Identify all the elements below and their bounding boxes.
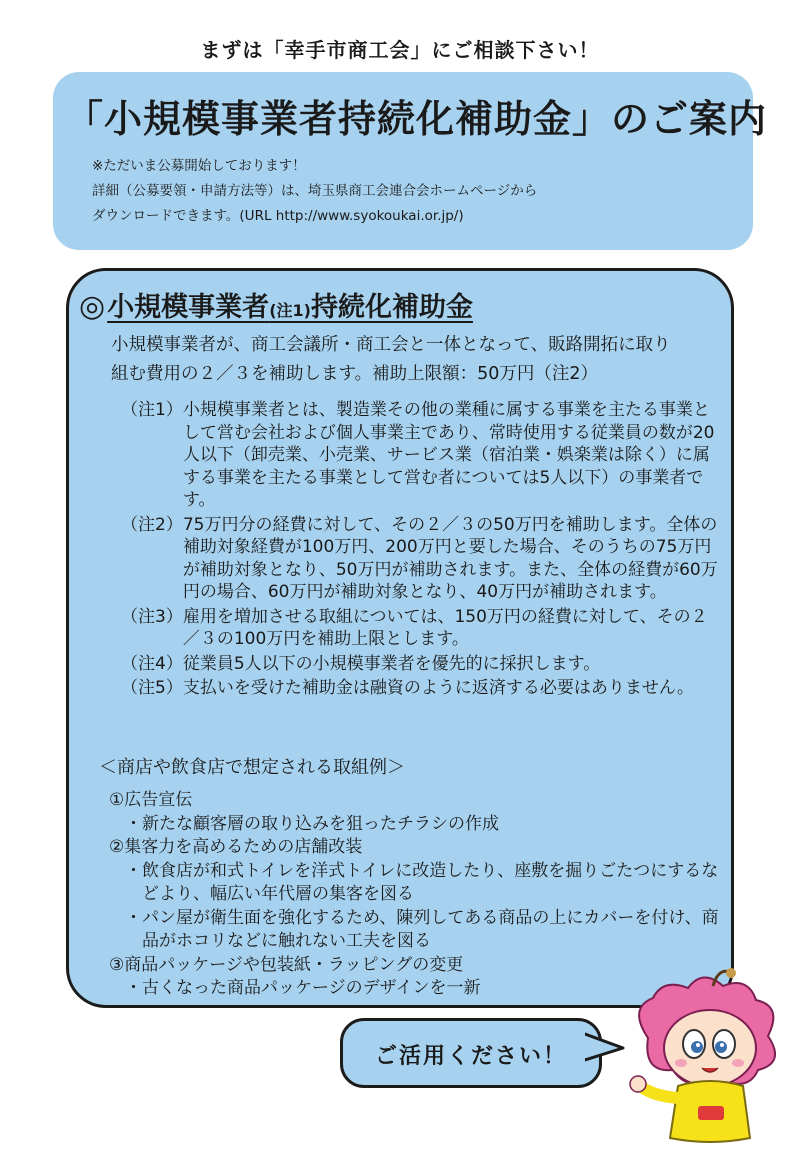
note-tag: （注5） [121, 678, 183, 698]
examples-heading: ＜商店や飲食店で想定される取組例＞ [99, 757, 405, 778]
heading-part-b: 持続化補助金 [310, 292, 473, 323]
example-text: 飲食店が和式トイレを洋式トイレに改造したり、座敷を掘りごたつにするなどより、幅広い年代層の集客を図る [142, 860, 719, 904]
notes-list [121, 399, 721, 702]
heading-note: (注1) [269, 301, 311, 320]
example-title: ②集客力を高めるための店舗改装 [109, 837, 363, 857]
note-text: 75万円分の経費に対して、その２／３の50万円を補助します。全体の補助対象経費が100万円、200万円と要した場合、そのうちの75万円が補助対象となり、50万円が補助されます。また、全体の経費が60万円の場合、60万円が補助対象となり、40万円が補助されます。 [182, 514, 718, 602]
bubble-text: ご活用ください！ [374, 1044, 567, 1069]
bullet-icon: ・ [125, 813, 142, 834]
example-title: ③商品パッケージや包装紙・ラッピングの変更 [109, 954, 464, 975]
header-box [53, 72, 768, 250]
intro-line: 小規模事業者が、商工会議所・商工会と一体となって、販路開拓に取り [111, 335, 671, 355]
main-heading [79, 285, 473, 324]
note-item [121, 653, 721, 676]
intro-text [111, 331, 716, 389]
note-item [121, 606, 721, 651]
note-tag: （注1） [121, 400, 183, 420]
header-note: ダウンロードできます。(URL http://www.syokoukai.or.jp/) [92, 208, 464, 224]
mascot-character-icon [618, 968, 793, 1148]
example-text: 古くなった商品パッケージのデザインを一新 [142, 978, 481, 998]
header-note: 詳細（公募要領・申請方法等）は、埼玉県商工会連合会ホームページから [92, 183, 538, 199]
note-tag: （注3） [121, 606, 183, 627]
note-item [121, 514, 721, 604]
double-circle-icon: ◎ [79, 289, 106, 324]
note-text: 支払いを受けた補助金は融資のように返済する必要はありません。 [182, 678, 694, 698]
main-box [66, 268, 734, 1008]
page-title: 「小規模事業者持続化補助金」のご案内 [65, 97, 768, 141]
example-title: ①広告宣伝 [109, 790, 193, 810]
heading-part-a: 小規模事業者 [107, 292, 270, 323]
speech-bubble [340, 1018, 602, 1088]
note-text: 雇用を増加させる取組については、150万円の経費に対して、その２／３の100万円を補助上限とします。 [182, 606, 708, 649]
example-item [109, 907, 719, 954]
example-text: パン屋が衛生面を強化するため、陳列してある商品の上にカバーを付け、商品がホコリなどに触れない工夫を図る [142, 907, 719, 951]
note-item [121, 399, 721, 512]
example-item [109, 813, 719, 837]
note-tag: （注4） [121, 653, 183, 674]
bullet-icon: ・ [125, 907, 142, 928]
note-text: 小規模事業者とは、製造業その他の業種に属する事業を主たる事業として営む会社および個人事業主であり、常時使用する従業員の数が20人以下（卸売業、小売業、サービス業（宿泊業・娯楽業は除く）に属する事業を主たる事業として営む者については5人以下）の事業者です。 [182, 400, 715, 510]
note-tag: （注2） [121, 514, 183, 535]
header-note: ※ただいま公募開始しております！ [92, 158, 306, 174]
example-item [109, 860, 719, 907]
note-item [121, 677, 721, 700]
bullet-icon: ・ [125, 978, 142, 998]
top-line: まずは「幸手市商工会」にご相談下さい！ [200, 38, 600, 62]
note-text: 従業員5人以下の小規模事業者を優先的に採択します。 [182, 653, 601, 674]
example-text: 新たな顧客層の取り込みを狙ったチラシの作成 [142, 813, 499, 834]
header-notes [92, 154, 537, 229]
bullet-icon: ・ [125, 860, 142, 881]
intro-line: 組む費用の２／３を補助します。補助上限額：50万円（注2） [111, 364, 599, 384]
